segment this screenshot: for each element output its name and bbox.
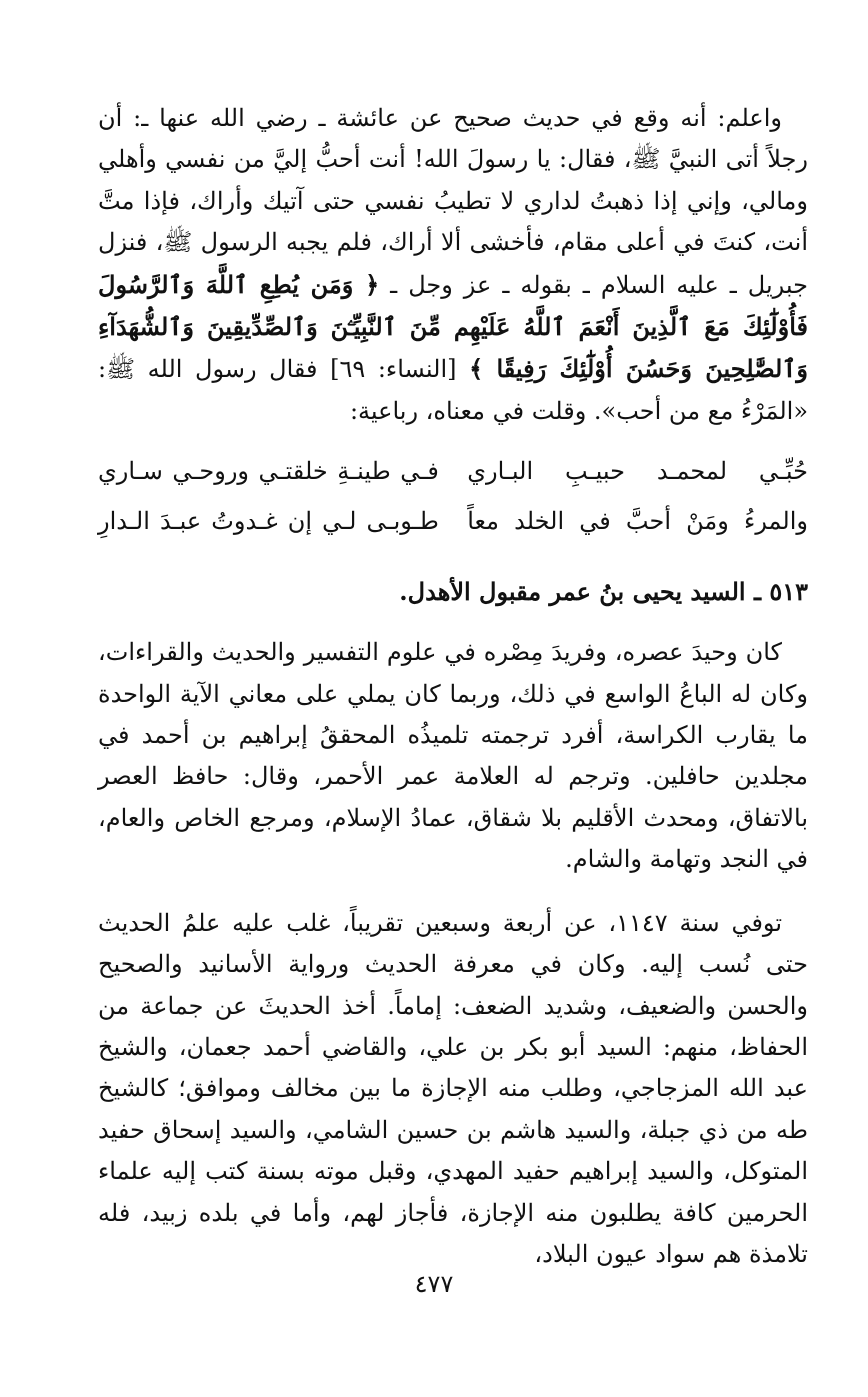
paragraph-biography [98, 632, 808, 880]
paragraph-hadith [98, 98, 808, 432]
page-body [98, 98, 808, 1275]
poem-hemistich-first: حُبِّـي لمحمـد حبيـبِ البـاري [467, 457, 808, 486]
quran-verse: ﴿ وَمَن يُطِعِ ٱللَّهَ وَٱلرَّسُولَ فَأُوْلَٰٓئِكَ مَعَ ٱلَّذِينَ أَنْعَمَ ٱللَّهُ عَلَيْهِم مِّنَ ٱلنَّبِيِّـۧنَ وَٱلصِّدِّيقِينَ وَٱلشُّهَدَآءِ وَٱلصَّٰلِحِينَ وَحَسُنَ أُوْلَٰٓئِكَ رَفِيقًا ﴾ [98, 269, 809, 384]
quran-citation: [النساء: ٦٩] [317, 355, 470, 384]
page-number: ٤٧٧ [414, 1270, 454, 1298]
poem-quatrain [98, 446, 808, 546]
paragraph-death-text: توفي سنة ١١٤٧، عن أربعة وسبعين تقريباً، غلب عليه علمُ الحديث حتى نُسب إليه. وكان في معرفة الحديث ورواية الأسانيد والصحيح والحسن والضعيف، وشديد الضعف: إماماً. أخذ الحديثَ عن جماعة من الحفاظ، منهم: السيد أبو بكر بن علي، والقاضي أحمد جعمان، والشيخ عبد الله المزجاجي، وطلب منه الإجازة ما بين مخالف وموافق؛ كالشيخ طه من ذي جبلة، والسيد هاشم بن حسين الشامي، والسيد إسحاق حفيد المتوكل، والسيد إبراهيم حفيد المهدي، وقبل موته بسنة كتب إليه علماء الحرمين كافة يطلبون منه الإجازة، فأجاز لهم، وأما في بلده زبيد، فله تلامذة هم سواد عيون البلاد، [98, 908, 809, 1268]
biography-heading: ٥١٣ ـ السيد يحيى بنُ عمر مقبول الأهدل. [399, 577, 808, 607]
poem-hemistich-second: فـي طينـةِ خلقتـي وروحـي سـاري [98, 457, 439, 486]
poem-line [98, 446, 808, 496]
poem-hemistich-second: طـوبـى لـي إن غـدوتُ عبـدَ الـدارِ [98, 507, 439, 536]
poem-hemistich-first: والمرءُ ومَنْ أحبَّ في الخلد معاً [467, 507, 808, 536]
paragraph-hadith-ending: فقال رسول الله ﷺ: «المَرْءُ مع من أحب». وقلت في معناه، رباعية: [98, 355, 808, 425]
paragraph-hadith-text: واعلم: أنه وقع في حديث صحيح عن عائشة ـ رضي الله عنها ـ: أن رجلاً أتى النبيَّ ﷺ، فقال: يا رسولَ الله! أنت أحبُّ إليَّ من نفسي وأهلي ومالي، وإني إذا ذهبتُ لداري لا تطيبُ نفسي حتى آتيك وأراك، فإذا متَّ أنت، كنتَ في أعلى مقام، فأخشى ألا أراك، فلم يجبه الرسول ﷺ، فنزل جبريل ـ عليه السلام ـ بقوله ـ عز وجل ـ [98, 104, 808, 299]
paragraph-biography-text: كان وحيدَ عصره، وفريدَ مِصْره في علوم التفسير والحديث والقراءات، وكان له الباعُ الواسع في ذلك، وربما كان يملي على معاني الآية الواحدة ما يقارب الكراسة، أفرد ترجمته تلميذُه المحققُ إبراهيم بن أحمد في مجلدين حافلين. وترجم له العلامة عمر الأحمر، وقال: حافظ العصر بالاتفاق، ومحدث الأقليم بلا شقاق، عمادُ الإسلام، ومرجع الخاص والعام، في النجد وتهامة والشام. [98, 638, 808, 874]
poem-line [98, 496, 808, 546]
paragraph-death [98, 903, 808, 1276]
